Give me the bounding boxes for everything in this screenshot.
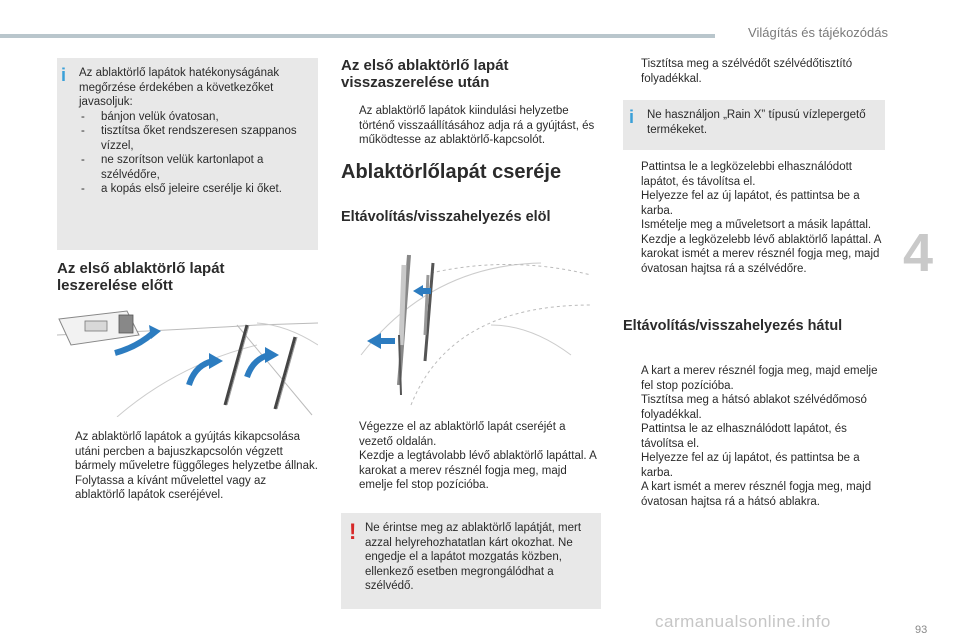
list-item: Pattintsa le az elhasználódott lapátot, és távolítsa el.: [641, 423, 847, 450]
list-item: Az ablaktörlő lapátok a gyújtás kikapcsolása utáni percben a bajuszkapcsolón végzett bármely műveletre függőleges helyzetbe állnak.: [75, 431, 318, 472]
list-item: Végezze el az ablaktörlő lapát cseréjét a vezető oldalán.: [359, 421, 566, 448]
list-item: A kart a merev résznél fogja meg, majd emelje fel stop pozícióba.: [641, 365, 878, 392]
info-box-list: [79, 110, 311, 197]
info-box-care: [57, 58, 318, 250]
col3-rear-bullets: [623, 364, 885, 509]
col3-bullets: [623, 160, 885, 276]
list-item: Tisztítsa meg a szélvédőt szélvédőtisztító folyadékkal.: [641, 58, 853, 85]
watermark: carmanualsonline.info: [655, 612, 831, 631]
warning-box: [341, 513, 601, 609]
wiper-lift-illustration: [341, 245, 601, 407]
list-item: Pattintsa le a legközelebbi elhasználódott lapátot, és távolítsa el.: [641, 161, 852, 188]
heading-before-removal: Az első ablaktörlő lapát leszerelése előtt: [57, 260, 225, 294]
info-icon: i: [629, 107, 635, 127]
main-title: Ablaktörlőlapát cseréje: [341, 161, 562, 183]
col1-bullets: [57, 430, 318, 503]
chapter-number: 4: [903, 223, 934, 283]
subheading-rear: Eltávolítás/visszahelyezés hátul: [623, 318, 843, 334]
list-item: Ismételje meg a műveletsort a másik lapáttal.: [641, 219, 872, 231]
info-box-rainx: [623, 100, 885, 150]
list-item: Kezdje a legtávolabb lévő ablaktörlő lapáttal. A karokat a merev résznél fogja meg, majd emelje fel stop pozícióba.: [359, 450, 597, 491]
list-item: Kezdje a legközelebb lévő ablaktörlő lapáttal. A karokat ismét a merev résznél fogja meg, majd óvatosan hajtsa rá a szélvédőre.: [641, 233, 881, 275]
col3-top-bullets: [623, 57, 885, 86]
list-item: Helyezze fel az új lapátot, és pattintsa be a karba.: [641, 190, 860, 217]
heading-after-refit: Az első ablaktörlő lapát visszaszerelése után: [341, 57, 509, 91]
list-item: Az ablaktörlő lapátok kiindulási helyzetbe történő visszaállításához adja rá a gyújtást, és működtesse az ablaktörlő-kapcsolót.: [359, 105, 595, 146]
wiper-illustration: [57, 305, 318, 417]
list-item: - bánjon velük óvatosan,: [81, 110, 219, 123]
warning-text: Ne érintse meg az ablaktörlő lapátját, mert azzal helyrehozhatatlan kárt okozhat. Ne engedje el a lapátot mozgatás közben, ellenkező esetben megrongálódhat a szélvédő.: [365, 522, 582, 592]
list-item: A kart ismét a merev résznél fogja meg, majd óvatosan hajtsa rá a hátsó ablakra.: [641, 481, 872, 508]
list-item: - a kopás első jeleire cserélje ki őket.: [81, 183, 282, 195]
info-box-intro: Az ablaktörlő lapátok hatékonyságának megőrzése érdekében a következőket javasoljuk:: [79, 67, 280, 108]
warning-icon: !: [349, 519, 357, 544]
section-title: Világítás és tájékozódás: [748, 25, 888, 40]
info-note-text: Ne használjon „Rain X” típusú vízlepergető termékeket.: [647, 109, 866, 136]
info-icon: i: [61, 65, 67, 85]
list-item: Folytassa a kívánt művelettel vagy az ablaktörlő lapátok cseréjével.: [75, 474, 267, 501]
list-item: - tisztítsa őket rendszeresen szappanos vízzel,: [81, 125, 297, 152]
col2-bullets: [341, 420, 601, 493]
list-item: - ne szorítson velük kartonlapot a szélvédőre,: [81, 154, 264, 181]
page-number: 93: [915, 624, 928, 636]
list-item: Tisztítsa meg a hátsó ablakot szélvédőmosó folyadékkal.: [641, 394, 867, 421]
subheading-front: Eltávolítás/visszahelyezés elöl: [341, 209, 551, 225]
list-item: Helyezze fel az új lapátot, és pattintsa be a karba.: [641, 452, 860, 479]
col2-intro-bullets: [341, 104, 601, 148]
header-rule: [0, 34, 715, 38]
